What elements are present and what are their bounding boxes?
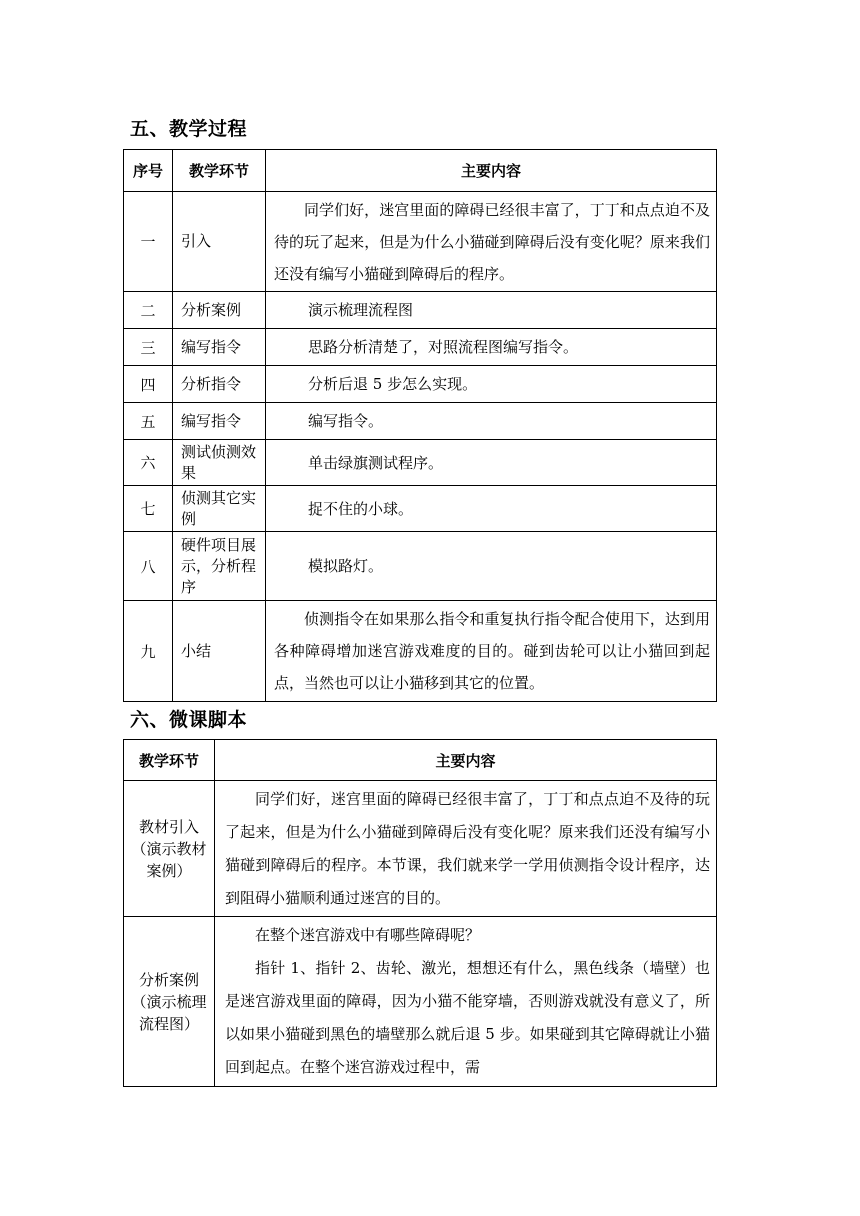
row-step: 分析案例 — [173, 292, 266, 329]
row-index: 六 — [124, 440, 173, 486]
row-step: 侦测其它实例 — [173, 486, 266, 532]
column-header-content: 主要内容 — [266, 150, 717, 192]
row-step: 测试侦测效果 — [173, 440, 266, 486]
row-index: 九 — [124, 601, 173, 702]
table-header-row — [124, 740, 717, 781]
row-index: 三 — [124, 329, 173, 366]
table-row — [124, 486, 717, 532]
column-header-content: 主要内容 — [215, 740, 717, 781]
row-content: 侦测指令在如果那么指令和重复执行指令配合使用下，达到用各种障碍增加迷宫游戏难度的目的。碰到齿轮可以让小猫回到起点，当然也可以让小猫移到其它的位置。 — [266, 601, 717, 702]
row-step: 分析案例（演示梳理流程图） — [124, 917, 215, 1087]
row-step: 小结 — [173, 601, 266, 702]
row-index: 二 — [124, 292, 173, 329]
table-row — [124, 292, 717, 329]
table-row — [124, 366, 717, 403]
row-index: 五 — [124, 403, 173, 440]
table-row — [124, 917, 717, 1087]
column-header-step: 教学环节 — [124, 740, 215, 781]
teaching-process-table — [123, 149, 717, 702]
section-heading-teaching-process: 五、教学过程 — [130, 118, 248, 140]
row-content: 捉不住的小球。 — [266, 486, 717, 532]
section-heading-microlesson-script: 六、微课脚本 — [130, 709, 248, 731]
row-content: 编写指令。 — [266, 403, 717, 440]
content-paragraph: 指针 1、指针 2、齿轮、激光，想想还有什么，黑色线条（墙壁）也是迷宫游戏里面的障碍，因为小猫不能穿墙，否则游戏就没有意义了，所以如果小猫碰到黑色的墙壁那么就后退 5 步。如果碰到其它障碍就让小猫回到起点。在整个迷宫游戏过程中，需 — [225, 959, 710, 1076]
row-content: 同学们好，迷宫里面的障碍已经很丰富了，丁丁和点点迫不及待的玩了起来，但是为什么小猫碰到障碍后没有变化呢？原来我们还没有编写小猫碰到障碍后的程序。 — [266, 192, 717, 292]
row-step: 编写指令 — [173, 329, 266, 366]
row-content: 分析后退 5 步怎么实现。 — [266, 366, 717, 403]
table-row — [124, 601, 717, 702]
row-step: 引入 — [173, 192, 266, 292]
table-row — [124, 781, 717, 917]
table-row — [124, 192, 717, 292]
column-header-index: 序号 — [124, 150, 173, 192]
column-header-step: 教学环节 — [173, 150, 266, 192]
table-row — [124, 329, 717, 366]
microlesson-script-table — [123, 739, 717, 1087]
row-step: 硬件项目展示，分析程序 — [173, 532, 266, 601]
table-row — [124, 403, 717, 440]
row-index: 八 — [124, 532, 173, 601]
row-content — [215, 781, 717, 917]
row-index: 一 — [124, 192, 173, 292]
row-step: 教材引入（演示教材案例） — [124, 781, 215, 917]
row-content: 思路分析清楚了，对照流程图编写指令。 — [266, 329, 717, 366]
row-content: 演示梳理流程图 — [266, 292, 717, 329]
content-paragraph: 同学们好，迷宫里面的障碍已经很丰富了，丁丁和点点迫不及待的玩了起来，但是为什么小猫碰到障碍后没有变化呢？原来我们还没有编写小猫碰到障碍后的程序。本节课，我们就来学一学用侦测指令设计程序，达到阻碍小猫顺利通过迷宫的目的。 — [225, 789, 710, 907]
row-content — [215, 917, 717, 1087]
row-step: 分析指令 — [173, 366, 266, 403]
table-header-row — [124, 150, 717, 192]
row-content: 单击绿旗测试程序。 — [266, 440, 717, 486]
row-step: 编写指令 — [173, 403, 266, 440]
table-row — [124, 440, 717, 486]
table-row — [124, 532, 717, 601]
content-paragraph: 在整个迷宫游戏中有哪些障碍呢？ — [255, 926, 481, 944]
row-index: 七 — [124, 486, 173, 532]
row-content: 模拟路灯。 — [266, 532, 717, 601]
row-index: 四 — [124, 366, 173, 403]
